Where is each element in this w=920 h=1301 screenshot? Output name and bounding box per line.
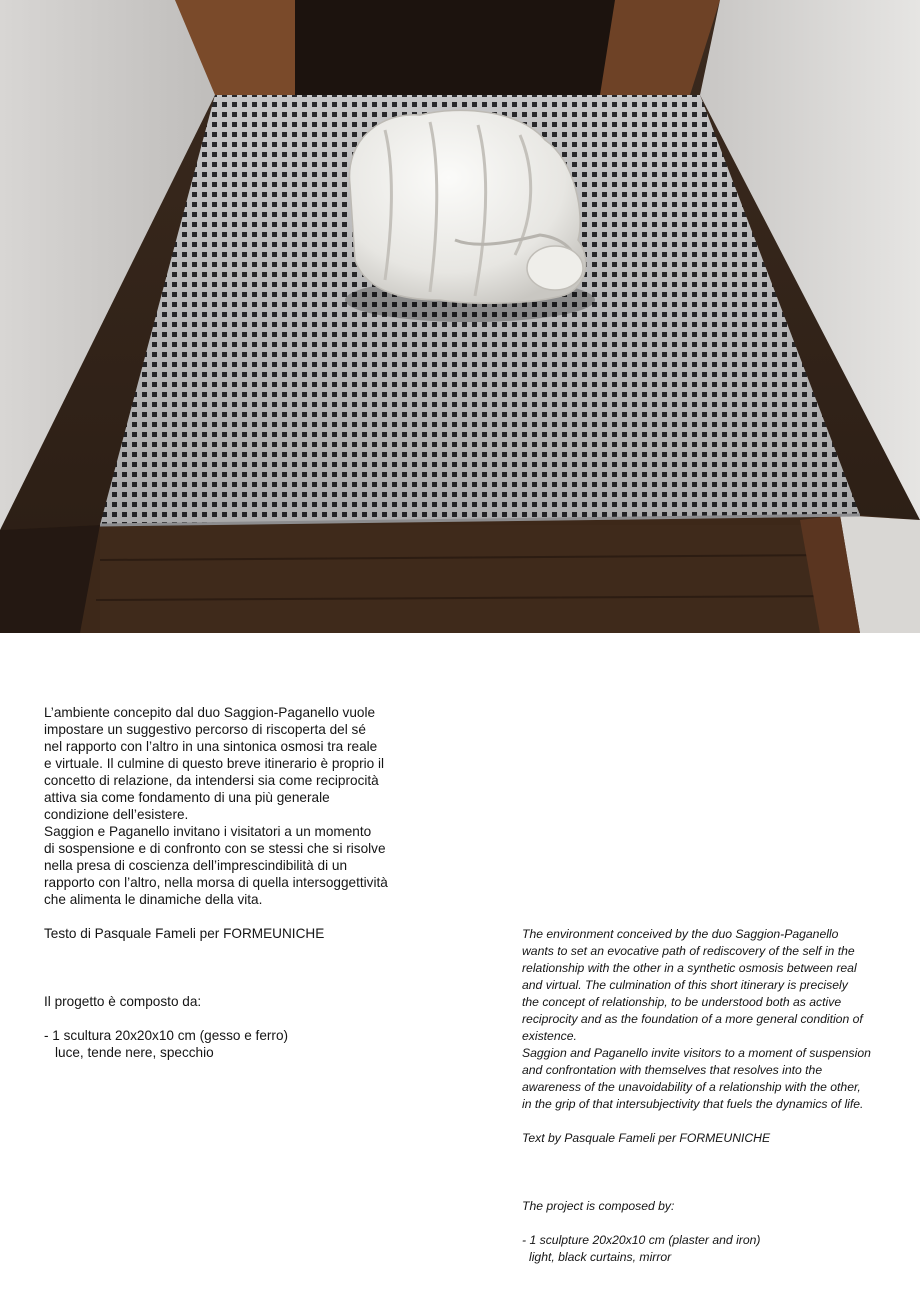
english-description-line: the concept of relationship, to be understood both as active (522, 995, 842, 1009)
english-credit: Text by Pasquale Fameli per FORMEUNICHE (522, 1131, 771, 1145)
italian-description-line: nel rapporto con l’altro in una sintonica osmosi tra reale (44, 739, 378, 754)
english-description-line: The environment conceived by the duo Saggion-Paganello (522, 927, 839, 941)
italian-description-line: condizione dell’esistere. (44, 807, 189, 822)
english-description-line: awareness of the unavoidability of a relationship with the other, (522, 1080, 861, 1094)
italian-description-line: che alimenta le dinamiche della vita. (44, 892, 263, 907)
english-description-line: reciprocity and as the foundation of a more general condition of (522, 1012, 863, 1026)
italian-description-line: Saggion e Paganello invitano i visitatori a un momento (44, 824, 372, 839)
english-description-line: existence. (522, 1029, 577, 1043)
plaster-fist-sculpture-photo (0, 0, 920, 633)
italian-description-line: L’ambiente concepito dal duo Saggion-Paganello vuole (44, 705, 376, 720)
italian-project-item: luce, tende nere, specchio (55, 1045, 214, 1060)
italian-credit: Testo di Pasquale Fameli per FORMEUNICHE (44, 926, 325, 941)
english-description-line: and virtual. The culmination of this short itinerary is precisely (522, 978, 848, 992)
italian-description-line: e virtuale. Il culmine di questo breve itinerario è proprio il (44, 756, 385, 771)
italian-description-line: concetto di relazione, da intendersi sia come reciprocità (44, 773, 379, 788)
english-description-line: and confrontation with themselves that resolves into the (522, 1063, 823, 1077)
italian-project-item: - 1 scultura 20x20x10 cm (gesso e ferro) (44, 1028, 289, 1043)
italian-description-line: rapporto con l’altro, nella morsa di quella intersoggettività (44, 875, 388, 890)
italian-description-line: impostare un suggestivo percorso di riscoperta del sé (44, 722, 366, 737)
english-description-line: Saggion and Paganello invite visitors to a moment of suspension (522, 1046, 871, 1060)
english-text-column (522, 926, 892, 1266)
english-project-heading: The project is composed by: (522, 1199, 675, 1213)
english-description-line: wants to set an evocative path of rediscovery of the self in the (522, 944, 855, 958)
english-description-line: relationship with the other in a synthetic osmosis between real (522, 961, 857, 975)
english-description-line: in the grip of that intersubjectivity that fuels the dynamics of life. (522, 1097, 864, 1111)
italian-text-column (44, 704, 414, 1061)
italian-project-heading: Il progetto è composto da: (44, 994, 202, 1009)
italian-description-line: di sospensione e di confronto con se stessi che si risolve (44, 841, 386, 856)
italian-description-line: attiva sia come fondamento di una più generale (44, 790, 330, 805)
artwork-photo (0, 0, 920, 633)
english-project-item: light, black curtains, mirror (529, 1250, 672, 1264)
italian-description-line: nella presa di coscienza dell’imprescindibilità di un (44, 858, 347, 873)
english-project-item: - 1 sculpture 20x20x10 cm (plaster and iron) (522, 1233, 761, 1247)
